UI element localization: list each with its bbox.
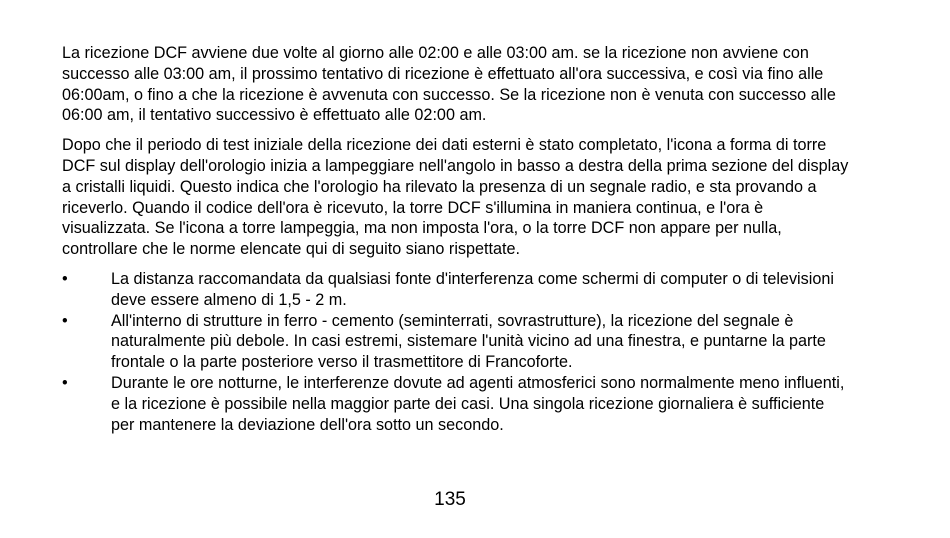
list-item-text: Durante le ore notturne, le interferenze dovute ad agenti atmosferici sono normalmente meno influenti, e la ricezione è possibile nella maggior parte dei casi. Una singola ricezione giornaliera è sufficiente per mantenere la deviazione dell'ora sotto un secondo.: [111, 373, 845, 434]
bullet-marker: •: [62, 311, 68, 330]
list-item-text: La distanza raccomandata da qualsiasi fonte d'interferenza come schermi di computer o di televisioni deve essere almeno di 1,5 - 2 m.: [111, 269, 834, 309]
document-body: [62, 43, 852, 435]
bullet-marker: •: [62, 269, 68, 288]
bullet-marker: •: [62, 373, 68, 392]
page-number: 135: [434, 489, 466, 510]
list-item: [62, 311, 852, 373]
list-item-text: All'interno di strutture in ferro - cemento (seminterrati, sovrastrutture), la ricezione del segnale è naturalmente più debole. In casi estremi, sistemare l'unità vicino ad una finestra, e puntarne la parte frontale o la parte posteriore verso il trasmettitore di Francoforte.: [111, 311, 826, 372]
paragraph-dcf-tower-icon: Dopo che il periodo di test iniziale della ricezione dei dati esterni è stato completato, l'icona a forma di torre DCF sul display dell'orologio inizia a lampeggiare nell'angolo in basso a destra della prima sezione del display a cristalli liquidi. Questo indica che l'orologio ha rilevato la presenza di un segnale radio, e sta provando a riceverlo. Quando il codice dell'ora è ricevuto, la torre DCF s'illumina in maniera continua, e l'ora è visualizzata. Se l'icona a torre lampeggia, ma non imposta l'ora, o la torre DCF non appare per nulla, controllare che le norme elencate qui di seguito siano rispettate.: [62, 136, 849, 259]
list-item: [62, 373, 852, 435]
paragraph-dcf-reception-schedule: La ricezione DCF avviene due volte al giorno alle 02:00 e alle 03:00 am. se la ricezione non avviene con successo alle 03:00 am, il prossimo tentativo di ricezione è effettuato all'ora successiva, e così via fino alle 06:00am, o fino a che la ricezione è avvenuta con successo. Se la ricezione non è venuta con successo alle 06:00 am, il tentativo successivo è effettuato alle 02:00 am.: [62, 44, 836, 125]
list-item: [62, 269, 852, 311]
reception-rules-list: [62, 269, 852, 435]
